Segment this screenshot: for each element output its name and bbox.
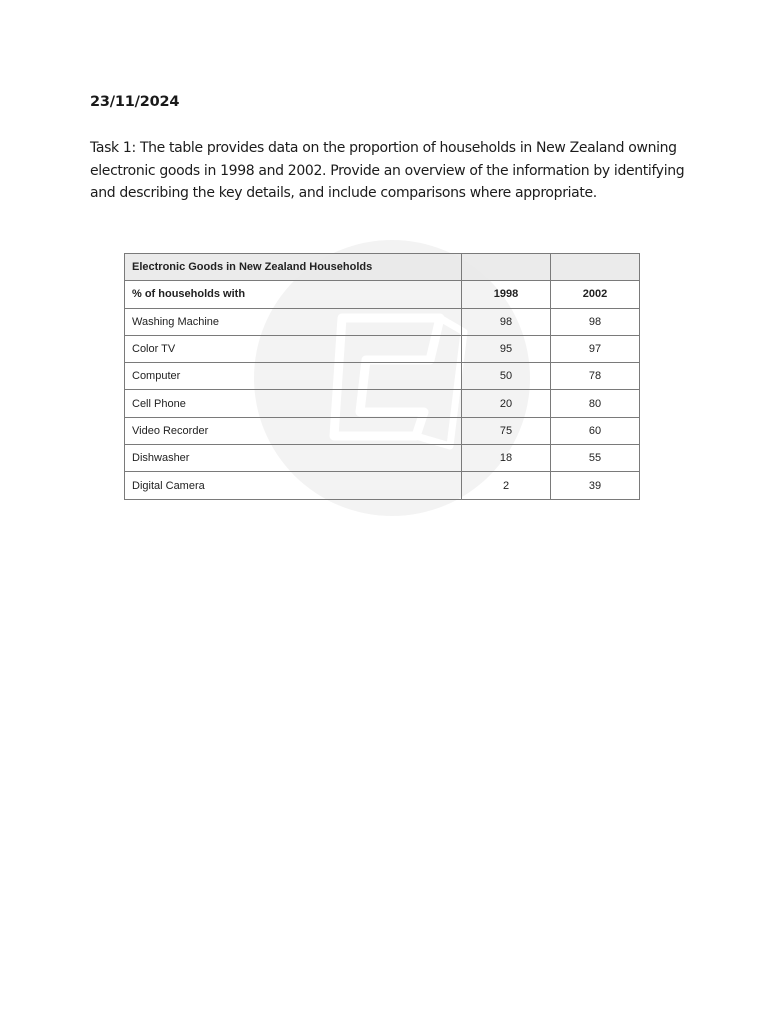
table-title-empty-cell <box>551 254 640 281</box>
row-item: Cell Phone <box>125 390 462 417</box>
row-item: Color TV <box>125 335 462 362</box>
row-value-1998: 75 <box>462 417 551 444</box>
table-row <box>125 363 640 390</box>
row-item: Digital Camera <box>125 472 462 499</box>
table-row <box>125 335 640 362</box>
row-value-2002: 39 <box>551 472 640 499</box>
table-row <box>125 390 640 417</box>
row-value-1998: 95 <box>462 335 551 362</box>
table-title-row <box>125 254 640 281</box>
header-1998: 1998 <box>462 281 551 308</box>
row-value-1998: 20 <box>462 390 551 417</box>
row-value-2002: 97 <box>551 335 640 362</box>
task-description: Task 1: The table provides data on the proportion of households in New Zealand owning electronic goods in 1998 and 2002. Provide an overview of the information by identifying and describing the key details, and include comparisons where appropriate. <box>90 140 685 201</box>
row-value-1998: 18 <box>462 445 551 472</box>
document-date: 23/11/2024 <box>90 94 180 110</box>
table-header-row <box>125 281 640 308</box>
electronic-goods-table <box>124 253 640 500</box>
row-value-1998: 2 <box>462 472 551 499</box>
row-value-2002: 55 <box>551 445 640 472</box>
table-row <box>125 472 640 499</box>
row-value-2002: 80 <box>551 390 640 417</box>
table-row <box>125 417 640 444</box>
row-value-1998: 50 <box>462 363 551 390</box>
row-value-2002: 60 <box>551 417 640 444</box>
header-label: % of households with <box>125 281 462 308</box>
row-item: Dishwasher <box>125 445 462 472</box>
row-value-2002: 78 <box>551 363 640 390</box>
header-2002: 2002 <box>551 281 640 308</box>
table-row <box>125 445 640 472</box>
table-row <box>125 308 640 335</box>
table-title-empty-cell <box>462 254 551 281</box>
row-item: Video Recorder <box>125 417 462 444</box>
table-title: Electronic Goods in New Zealand Households <box>125 254 462 281</box>
row-value-2002: 98 <box>551 308 640 335</box>
row-item: Washing Machine <box>125 308 462 335</box>
row-item: Computer <box>125 363 462 390</box>
row-value-1998: 98 <box>462 308 551 335</box>
